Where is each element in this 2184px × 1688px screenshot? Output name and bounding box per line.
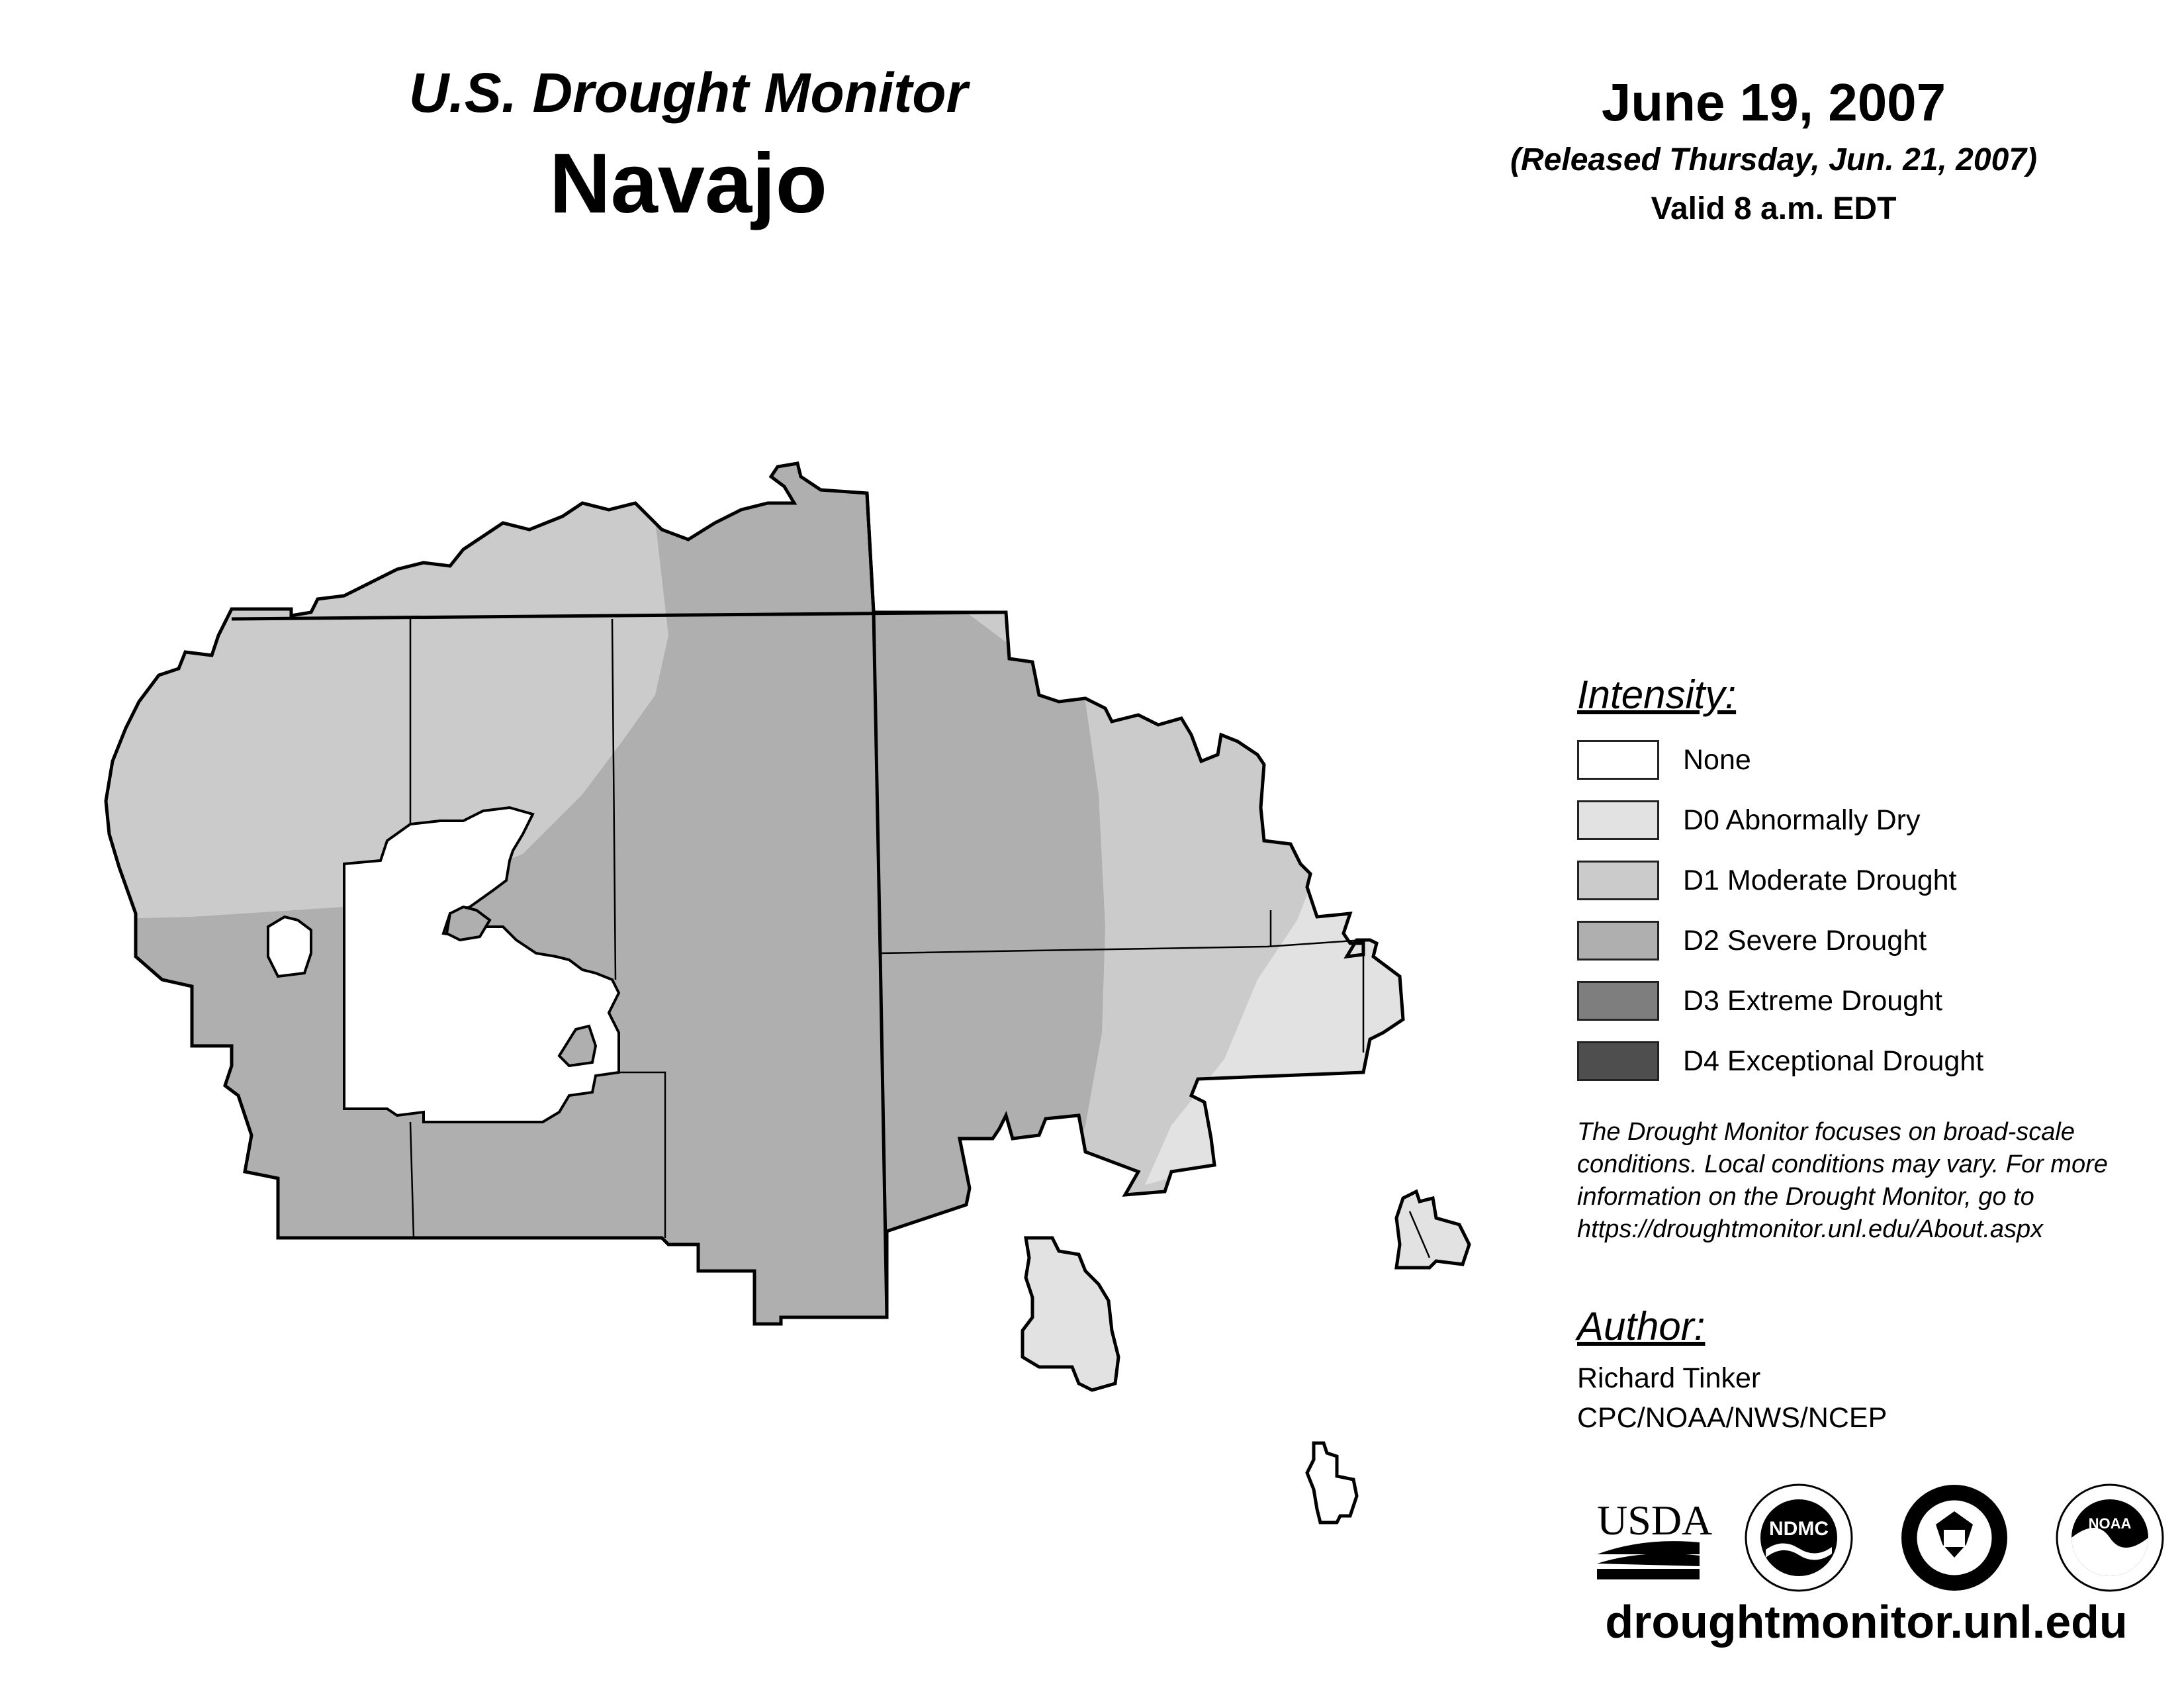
disclaimer	[1577, 1116, 2173, 1246]
legend-label-none: None	[1683, 743, 1751, 776]
region-title: Navajo	[549, 136, 827, 231]
commerce-seal-icon	[1901, 1485, 2007, 1591]
legend-swatch-d3	[1577, 981, 1659, 1021]
usda-logo	[1597, 1497, 1712, 1579]
legend-item-d3	[1577, 978, 1942, 1023]
ndmc-logo	[1746, 1485, 1852, 1591]
legend-swatch-d4	[1577, 1041, 1659, 1081]
region-none-west	[268, 917, 311, 976]
legend-item-d2	[1577, 918, 1927, 963]
disclaimer-line-3: information on the Drought Monitor, go to	[1577, 1183, 2034, 1211]
legend-label-d1: D1 Moderate Drought	[1683, 864, 1957, 896]
map-title: U.S. Drought Monitor	[408, 62, 968, 124]
noaa-logo	[2057, 1485, 2163, 1591]
map-date: June 19, 2007	[1601, 73, 1946, 132]
author-organization: CPC/NOAA/NWS/NCEP	[1577, 1402, 1888, 1434]
legend-label-d3: D3 Extreme Drought	[1683, 984, 1942, 1017]
logo-strip	[1577, 1476, 2173, 1595]
site-url-link[interactable]: droughtmonitor.unl.edu	[1605, 1596, 2128, 1648]
disclaimer-link[interactable]: https://droughtmonitor.unl.edu/About.aspx	[1577, 1215, 2044, 1243]
legend-label-d0: D0 Abnormally Dry	[1683, 804, 1921, 836]
usda-logo-text: USDA	[1597, 1497, 1713, 1544]
legend-item-d0	[1577, 798, 1920, 843]
legend-swatch-d0	[1577, 800, 1659, 840]
ndmc-logo-text: NDMC	[1769, 1518, 1829, 1540]
disclaimer-line-1: The Drought Monitor focuses on broad-scale	[1577, 1118, 2075, 1146]
author-name: Richard Tinker	[1577, 1362, 1761, 1394]
valid-time: Valid 8 a.m. EDT	[1651, 191, 1897, 226]
noaa-logo-text: NOAA	[2088, 1515, 2132, 1532]
map-regions	[66, 463, 1469, 1523]
author-heading: Author:	[1577, 1304, 1706, 1348]
legend-label-d4: D4 Exceptional Drought	[1683, 1045, 1984, 1077]
release-date: (Released Thursday, Jun. 21, 2007)	[1510, 142, 2037, 177]
legend-item-none	[1577, 737, 1751, 782]
disclaimer-line-2: conditions. Local conditions may vary. For more	[1577, 1150, 2108, 1178]
legend-label-d2: D2 Severe Drought	[1683, 924, 1927, 957]
legend-swatch-d1	[1577, 861, 1659, 900]
legend-heading: Intensity:	[1577, 673, 1737, 717]
legend-swatch-none	[1577, 740, 1659, 780]
legend-item-d1	[1577, 858, 1957, 903]
legend-item-d4	[1577, 1039, 1983, 1084]
legend-swatch-d2	[1577, 921, 1659, 961]
legend	[1577, 667, 2173, 1077]
